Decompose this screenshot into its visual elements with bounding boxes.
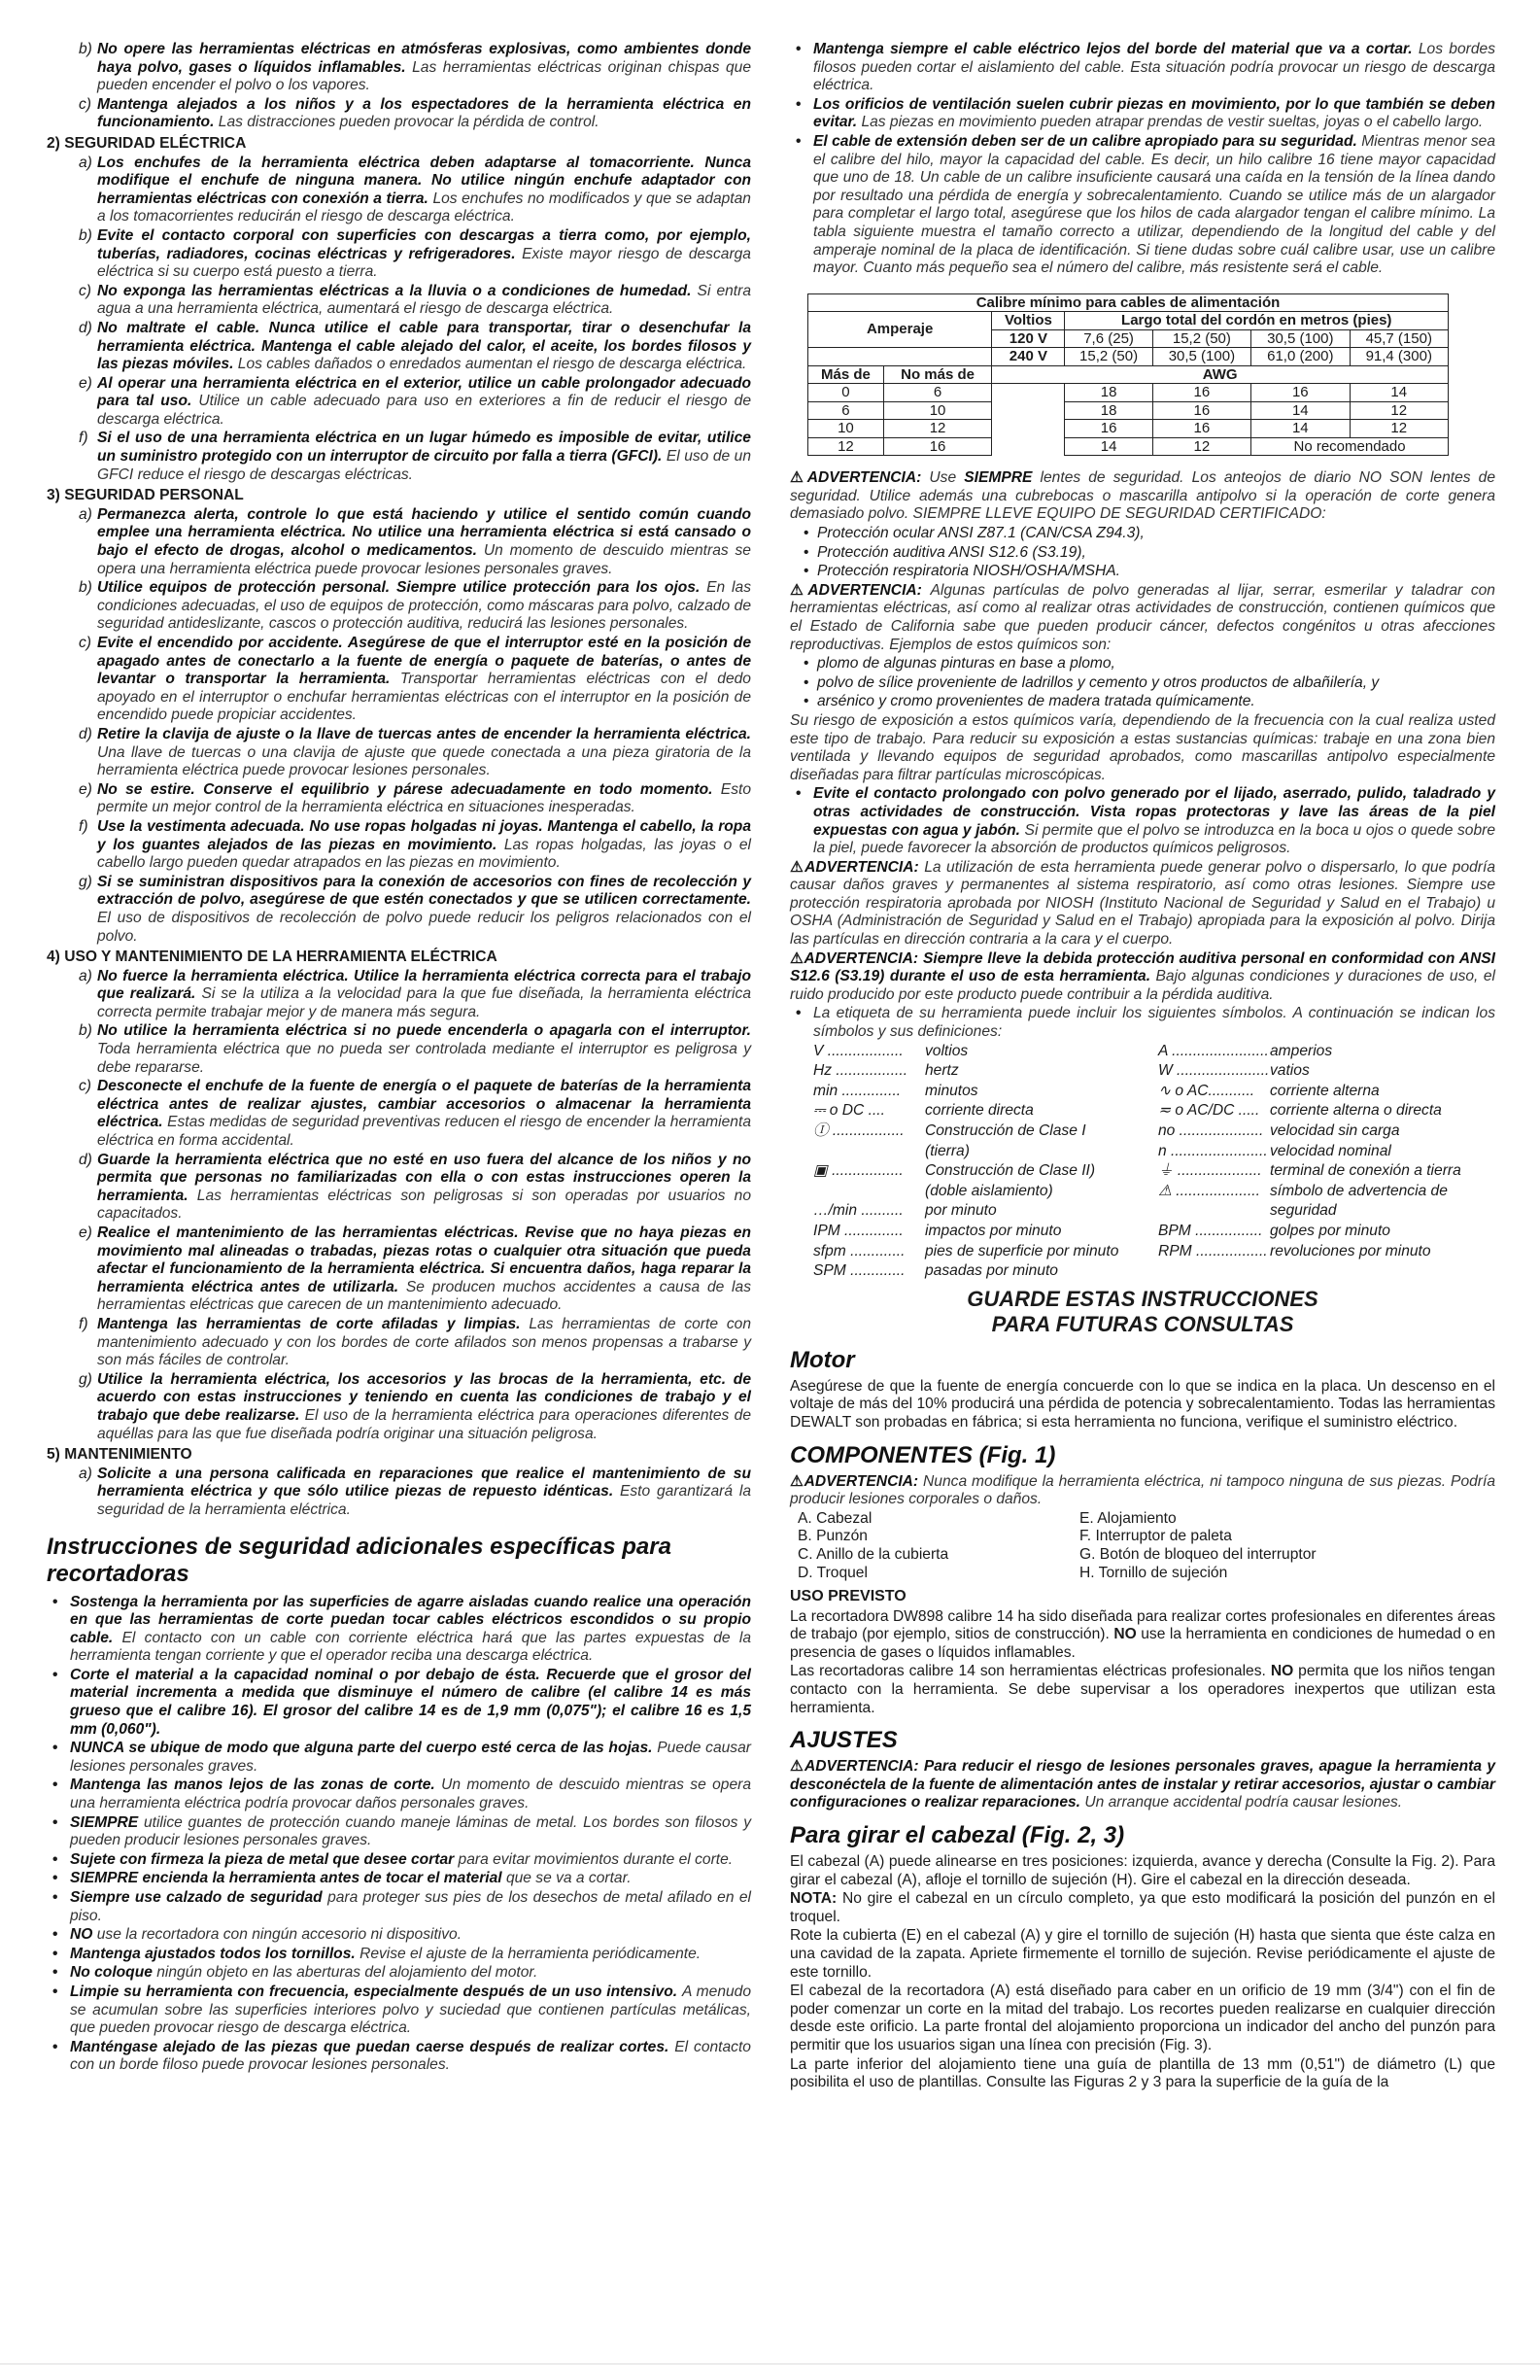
bullet-r5: • SIEMPRE utilice guantes de protección cuando maneje láminas de metal. Los bordes son filosos y pueden producir lesiones personales graves. <box>47 1814 751 1850</box>
symbol-cell: pasadas por minuto <box>925 1262 1058 1280</box>
warning-triangle-icon: ⚠ <box>790 469 807 487</box>
item-3c: c) Evite el encendido por accidente. Asegúrese de que el interruptor esté en la posición de apagado antes de conectarlo a la fuente de energía o paquete de baterías, o antes de levantar o transportar la herramienta. Transportar herramientas eléctricas con el dedo apoyado en el interruptor o enchufar herramientas eléctricas con el interruptor en la posición de encendido puede propiciar accidentes. <box>79 635 751 724</box>
table-cell: 18 <box>1065 384 1152 402</box>
table-cell: 7,6 (25) <box>1065 329 1152 348</box>
symbol-cell: minutos <box>925 1082 978 1099</box>
heading-additional-instructions: Instrucciones de seguridad adicionales específicas para recortadoras <box>47 1533 671 1587</box>
table-title: Calibre mínimo para cables de alimentación <box>808 293 1449 312</box>
list-item: F. Interruptor de paleta <box>1079 1528 1232 1545</box>
table-gap-cell <box>992 384 1065 402</box>
warning-hearing: ⚠ADVERTENCIA: Siempre lleve la debida protección auditiva personal en conformidad con ANSI S12.6 (S3.19) durante el uso de esta herramienta. Bajo algunas condiciones y duraciones de uso, el ruido producido por este producto puede contribuir a la pérdida auditiva. <box>790 949 1495 1003</box>
heading-components: COMPONENTES (Fig. 1) <box>790 1441 1056 1468</box>
motor-paragraph: Asegúrese de que la fuente de energía concuerde con lo que se indica en la placa. Un descenso en el voltaje de más del 10% producirá una pérdida de potencia y sobrecalentamiento. Todas las herramientas DEWALT son probadas en fábrica; si esta herramienta no funciona, verifique el suministro eléctrico. <box>790 1377 1495 1431</box>
item-4e: e) Realice el mantenimiento de las herramientas eléctricas. Revise que no haya piezas en movimiento mal alineadas o trabadas, piezas rotas o cualquier otra situación que pueda afectar el funcionamiento de la herramienta eléctrica. Si encuentra daños, haga reparar la herramienta eléctrica antes de utilizarla. Se producen muchos accidentes a causa de las herramientas eléctricas que carecen de un mantenimiento adecuado. <box>79 1224 751 1314</box>
list-item: E. Alojamiento <box>1079 1509 1177 1527</box>
table-cell: 61,0 (200) <box>1251 348 1350 366</box>
symbol-cell: corriente alterna o directa <box>1270 1102 1442 1120</box>
symbol-cell: vatios <box>1270 1062 1310 1080</box>
symbol-cell: Ⓘ ................. <box>813 1122 905 1139</box>
symbol-cell: A ....................... <box>1158 1042 1269 1059</box>
item-3f: f) Use la vestimenta adecuada. No use ropas holgadas ni joyas. Mantenga el cabello, la ropa y los guantes alejados de las piezas en movimiento. Las ropas holgadas, las joyas o el cabello largo pueden quedar atrapados en las piezas en movimiento. <box>79 817 751 872</box>
item-1c: c) Mantenga alejados a los niños y a los espectadores de la herramienta eléctrica en funcionamiento. Las distracciones pueden provocar la pérdida de control. <box>79 95 751 131</box>
table-cell: 6 <box>883 384 991 402</box>
bullet-r13: • Manténgase alejado de las piezas que puedan caerse después de realizar cortes. El contacto con un borde filoso puede provocar lesiones personales. <box>47 2039 751 2075</box>
section-heading-personal: 3) SEGURIDAD PERSONAL <box>47 487 244 504</box>
table-cell: 16 <box>1152 420 1250 438</box>
table-cell: 30,5 (100) <box>1251 329 1350 348</box>
symbol-cell: revoluciones por minuto <box>1270 1242 1431 1259</box>
exposure-paragraph: Su riesgo de exposición a estos químicos varía, dependiendo de la frecuencia con la cual realiza usted este tipo de trabajo. Para reducir su exposición a estas sustancias químicas: trabaje en una zona bien ventilada y llevando equipos de seguridad aprobados, como mascarillas antipolvo especialmente diseñadas para filtrar partículas microscópicas. <box>790 711 1495 783</box>
symbol-cell: sfpm ............. <box>813 1242 906 1259</box>
left-column <box>47 41 751 2076</box>
table-row <box>808 437 1449 456</box>
rotate-paragraph-3: Rote la cubierta (E) en el cabezal (A) y gire el tornillo de sujeción (H) hasta que sienta que éste calza en una cavidad de la zapata. Apriete firmemente el tornillo de sujeción. Revise periódicamente el ajuste de este tornillo. <box>790 1927 1495 1981</box>
symbol-cell <box>1158 1202 1270 1221</box>
table-cell: 16 <box>1152 401 1250 420</box>
right-column <box>790 41 1495 2093</box>
intended-use-paragraph-1: La recortadora DW898 calibre 14 ha sido diseñada para realizar cortes profesionales en diferentes áreas de trabajo (por ejemplo, sitios de construcción). NO use la herramienta en condiciones de humedad o en presencia de gases o líquidos inflamables. <box>790 1607 1495 1661</box>
table-cell: 16 <box>1152 384 1250 402</box>
table-mas-header: Más de <box>808 365 884 384</box>
heading-motor: Motor <box>790 1346 855 1373</box>
list-item: • arsénico y cromo provenientes de madera tratada químicamente. <box>790 693 1495 711</box>
table-cell: No recomendado <box>1251 437 1449 456</box>
item-2c: c) No exponga las herramientas eléctricas a la lluvia o a condiciones de humedad. Si entra agua a una herramienta eléctrica, aumentará el riesgo de descarga eléctrica. <box>79 282 751 318</box>
table-cell: 15,2 (50) <box>1152 329 1250 348</box>
symbol-cell: IPM .............. <box>813 1222 904 1239</box>
section-heading-maintenance: 5) MANTENIMIENTO <box>47 1446 192 1464</box>
warning-triangle-icon: ⚠ <box>790 858 805 876</box>
table-awg-header: AWG <box>992 365 1449 384</box>
list-item: • Protección respiratoria NIOSH/OSHA/MSHA. <box>790 563 1495 581</box>
table-cell: 91,4 (300) <box>1350 348 1448 366</box>
symbol-cell: (doble aislamiento) <box>925 1182 1053 1199</box>
symbol-cell: ⚠ .................... <box>1158 1182 1260 1199</box>
symbol-cell: ∿ o AC........... <box>1158 1082 1255 1099</box>
list-item: • plomo de algunas pinturas en base a plomo, <box>790 655 1495 673</box>
symbol-cell: min .............. <box>813 1082 902 1099</box>
table-cell: 14 <box>1251 401 1350 420</box>
symbol-cell: hertz <box>925 1062 959 1080</box>
symbol-cell: seguridad <box>1270 1202 1337 1220</box>
symbol-cell: velocidad nominal <box>1270 1142 1391 1159</box>
table-cell: 12 <box>808 437 884 456</box>
symbol-cell: W ...................... <box>1158 1062 1270 1080</box>
table-blank-cell <box>808 348 992 366</box>
rotate-paragraph-4: El cabezal de la recortadora (A) está diseñado para caber en un orificio de 19 mm (3/4") con el fin de poder comenzar un corte en la mitad del trabajo. Los recortes pueden realizarse en cualquier dirección desde este orificio. La parte frontal del alojamiento proporciona un indicador del ancho del punzón para permitir que los usuarios sigan una línea con precisión (Fig. 3). <box>790 1983 1495 2053</box>
table-cell: 10 <box>808 420 884 438</box>
heading-intended-use: USO PREVISTO <box>790 1588 907 1605</box>
table-voltios-header: Voltios <box>992 312 1065 330</box>
table-row <box>808 401 1449 420</box>
item-4a: a) No fuerce la herramienta eléctrica. Utilice la herramienta eléctrica correcta para el trabajo que realizará. Si se la utiliza a la velocidad para la que fue diseñada, la herramienta eléctrica correcta permite trabajar mejor y de manera más segura. <box>79 967 751 1020</box>
list-item: B. Punzón <box>798 1528 868 1545</box>
table-cell: 14 <box>1350 384 1448 402</box>
page-bottom-rule <box>0 2363 1540 2364</box>
symbol-cell <box>813 1183 925 1201</box>
table-v120: 120 V <box>992 329 1065 348</box>
heading-rotate-head: Para girar el cabezal (Fig. 2, 3) <box>790 1822 1125 1849</box>
table-cell: 12 <box>883 420 991 438</box>
table-gap-cell <box>992 437 1065 456</box>
warning-safety-glasses: ⚠ADVERTENCIA: Use SIEMPRE lentes de seguridad. Los anteojos de diario NO SON lentes de seguridad. Utilice además una cubrebocas o mascarilla antipolvo si la operación de corte genera demasiado polvo. SIEMPRE LLEVE EQUIPO DE SEGURIDAD CERTIFICADO: <box>790 469 1496 523</box>
symbol-cell <box>1270 1262 1493 1281</box>
symbol-cell: no .................... <box>1158 1122 1264 1139</box>
save-instructions-heading: GUARDE ESTAS INSTRUCCIONES PARA FUTURAS CONSULTAS <box>967 1286 1318 1336</box>
table-cell: 16 <box>883 437 991 456</box>
symbol-cell: ▣ ................. <box>813 1162 904 1180</box>
bullet-t4: • Evite el contacto prolongado con polvo generado por el lijado, aserrado, pulido, taladrado y otras actividades de construcción. Vista ropas protectoras y lave las áreas de la piel expuestas con agua y jabón. Si permite que el polvo se introduzca en la boca u ojos o quede sobre la piel, puede favorecer la absorción de productos químicos peligrosos. <box>790 785 1495 857</box>
item-4d: d) Guarde la herramienta eléctrica que no esté en uso fuera del alcance de los niños y no permita que personas no familiarizadas con ella o con estas instrucciones operen la herramienta. Las herramientas eléctricas son peligrosas si son operadas por usuarios no capacitados. <box>79 1151 751 1223</box>
symbol-cell: Construcción de Clase II) <box>925 1162 1096 1180</box>
bullet-r2: • Corte el material a la capacidad nominal o por debajo de ésta. Recuerde que el grosor del material incrementa a medida que disminuye el número de calibre (el calibre 14 es más grueso que el calibre 16). El grosor del calibre 14 es de 1,9 mm (0,075"); el calibre 16 es 1,5 mm (0,060"). <box>47 1667 751 1739</box>
symbol-cell: símbolo de advertencia de <box>1270 1182 1448 1199</box>
item-2e: e) Al operar una herramienta eléctrica en el exterior, utilice un cable prolongador adecuado para tal uso. Utilice un cable adecuado para uso en exteriores a fin de reducir el riesgo de descarga eléctrica. <box>79 374 751 428</box>
bullet-r3: • NUNCA se ubique de modo que alguna parte del cuerpo esté cerca de las hojas. Puede causar lesiones personales graves. <box>47 1740 751 1776</box>
table-cell: 14 <box>1065 437 1152 456</box>
table-cell: 15,2 (50) <box>1065 348 1152 366</box>
table-nomas-header: No más de <box>883 365 991 384</box>
item-4g: g) Utilice la herramienta eléctrica, los accesorios y las brocas de la herramienta, etc. de acuerdo con estas instrucciones y teniendo en cuenta las condiciones de trabajo y el trabajo que debe realizarse. El uso de la herramienta eléctrica para operaciones diferentes de aquéllas para las que fue diseñada podría originar una situación peligrosa. <box>79 1370 751 1442</box>
item-3d: d) Retire la clavija de ajuste o la llave de tuercas antes de encender la herramienta eléctrica. Una llave de tuercas o una clavija de ajuste que quede conectada a una pieza giratoria de la herramienta eléctrica puede provocar lesiones personales. <box>79 725 751 779</box>
list-item: H. Tornillo de sujeción <box>1079 1564 1228 1581</box>
symbol-cell: impactos por minuto <box>925 1222 1062 1239</box>
item-5a: a) Solicite a una persona calificada en reparaciones que realice el mantenimiento de su herramienta eléctrica y que sólo utilice piezas de repuesto idénticas. Esto garantizará la seguridad de la herramienta eléctrica. <box>79 1465 751 1518</box>
list-item: A. Cabezal <box>798 1509 873 1527</box>
bullet-r10: • Mantenga ajustados todos los tornillos. Revise el ajuste de la herramienta periódicamente. <box>47 1946 751 1964</box>
symbol-cell: SPM ............. <box>813 1262 906 1280</box>
list-item: • polvo de sílice proveniente de ladrillos y cemento y otros productos de albañilería, y <box>790 674 1495 693</box>
symbols-table <box>813 1043 1495 1281</box>
symbol-cell: V .................. <box>813 1042 904 1059</box>
symbol-cell: BPM ................ <box>1158 1222 1263 1239</box>
item-3e: e) No se estire. Conserve el equilibrio y párese adecuadamente en todo momento. Esto permite un mejor control de la herramienta eléctrica en situaciones inesperadas. <box>79 780 751 816</box>
bullet-r12: • Limpie su herramienta con frecuencia, especialmente después de un uso intensivo. A menudo se acumulan sobre las superficies interiores polvo y suciedad que contienen partículas metálicas, que pueden provocar riesgo de descarga eléctrica. <box>47 1983 751 2038</box>
table-cell: 16 <box>1065 420 1152 438</box>
bullet-r11: • No coloque ningún objeto en las aberturas del alojamiento del motor. <box>47 1964 751 1983</box>
bullet-r6: • Sujete con firmeza la pieza de metal que desee cortar para evitar movimientos durante el corte. <box>47 1851 751 1870</box>
symbol-cell <box>1158 1262 1270 1281</box>
symbol-cell: Construcción de Clase I <box>925 1122 1086 1139</box>
table-cell: 10 <box>883 401 991 420</box>
table-cell: 14 <box>1251 420 1350 438</box>
symbol-cell: pies de superficie por minuto <box>925 1242 1119 1259</box>
item-2f: f) Si el uso de una herramienta eléctrica en un lugar húmedo es imposible de evitar, utilice un suministro protegido con un interruptor de circuito por falla a tierra (GFCI). El uso de un GFCI reduce el riesgo de descargas eléctricas. <box>79 430 751 483</box>
warning-dust: ⚠ADVERTENCIA: La utilización de esta herramienta puede generar polvo o dispersarlo, lo que podría causar daños graves y permanentes al sistema respiratorio, así como otras lesiones. Siempre use protección respiratoria aprobada por NIOSH (Instituto Nacional de Seguridad y Salud en el Trabajo) u OSHA (Administración de Seguridad y Salud en el Trabajo) apropiada para la exposición al polvo. Dirija las partículas en dirección contraria a la cara y el cuerpo. <box>790 858 1495 949</box>
list-item: D. Troquel <box>798 1564 868 1581</box>
section-heading-use-maintenance: 4) USO Y MANTENIMIENTO DE LA HERRAMIENTA ELÉCTRICA <box>47 949 497 966</box>
list-item: • Protección ocular ANSI Z87.1 (CAN/CSA Z94.3), <box>790 525 1495 543</box>
symbol-cell: por minuto <box>925 1202 997 1220</box>
table-cell: 45,7 (150) <box>1350 329 1448 348</box>
symbol-cell: corriente alterna <box>1270 1082 1380 1099</box>
symbol-cell: amperios <box>1270 1042 1333 1059</box>
item-4f: f) Mantenga las herramientas de corte afiladas y limpias. Las herramientas de corte con mantenimiento adecuado y con los bordes de corte afilados son menos propensas a trabarse y son más fáciles de controlar. <box>79 1315 751 1369</box>
bullet-t1: • Mantenga siempre el cable eléctrico lejos del borde del material que va a cortar. Los bordes filosos pueden cortar el aislamiento del cable. Esta situación podría provocar un riesgo de descarga eléctrica. <box>790 41 1495 95</box>
symbol-cell <box>813 1143 925 1161</box>
bullet-t3: • El cable de extensión deben ser de un calibre apropiado para su seguridad. Mientras menor sea el calibre del hilo, mayor la capacidad del cable. Es decir, un hilo calibre 16 tiene mayor capacidad que uno de 18. Un cable de un calibre insuficiente causará una caída en la tensión de la línea dando por resultado una pérdida de energía y sobrecalentamiento. Cuando se utilice más de un alargador para completar el largo total, asegúrese que los hilos de cada alargador tengan el calibre mínimo. La tabla siguiente muestra el tamaño correcto a utilizar, dependiendo de la longitud del cable y del amperaje nominal de la placa de identificación. Si tiene dudas sobre cuál calibre usar, use un calibre mayor. Cuanto más pequeño sea el número del calibre, más resistente será el cable. <box>790 133 1495 278</box>
table-row <box>808 420 1449 438</box>
warning-adjustments: ⚠ADVERTENCIA: Para reducir el riesgo de lesiones personales graves, apague la herramienta y desconéctela de la fuente de alimentación antes de instalar y retirar accesorios, ajustar o cambiar configuraciones o realizar reparaciones. Un arranque accidental podría causar lesiones. <box>790 1758 1495 1811</box>
item-2d: d) No maltrate el cable. Nunca utilice el cable para transportar, tirar o desenchufar la herramienta eléctrica. Mantenga el cable alejado del calor, el aceite, los bordes filosos y las piezas móviles. Los cables dañados o enredados aumentan el riesgo de descarga eléctrica. <box>79 319 751 373</box>
intended-use-paragraph-2: Las recortadoras calibre 14 son herramientas eléctricas profesionales. NO permita que los niños tengan contacto con la herramienta. Se debe supervisar a los operadores inexpertos que utilizan esta herramienta. <box>790 1663 1495 1716</box>
warning-triangle-icon: ⚠ <box>790 581 808 599</box>
table-cell: 12 <box>1152 437 1250 456</box>
symbol-cell: corriente directa <box>925 1102 1034 1120</box>
bullet-r1: • Sostenga la herramienta por las superficies de agarre aisladas cuando realice una operación en que las herramientas de corte puedan tocar cables eléctricos escondidos o su propio cable. El contacto con un cable con corriente eléctrica hará que las partes expuestas de la herramienta tengan corriente y que el operador reciba una descarga eléctrica. <box>47 1594 751 1666</box>
item-2b: b) Evite el contacto corporal con superficies con descargas a tierra como, por ejemplo, tuberías, radiadores, cocinas eléctricas y refrigeradores. Existe mayor riesgo de descarga eléctrica si su cuerpo está puesto a tierra. <box>79 226 751 281</box>
list-item: C. Anillo de la cubierta <box>798 1545 949 1563</box>
symbol-cell: voltios <box>925 1042 969 1059</box>
table-cell: 30,5 (100) <box>1152 348 1250 366</box>
components-list <box>798 1510 1495 1582</box>
bullet-r9: • NO use la recortadora con ningún accesorio ni dispositivo. <box>47 1926 751 1945</box>
table-gap-cell <box>992 420 1065 438</box>
symbol-cell: ≂ o AC/DC ..... <box>1158 1102 1260 1120</box>
symbols-intro: • La etiqueta de su herramienta puede incluir los siguientes símbolos. A continuación se indican los símbolos y sus definiciones: <box>790 1005 1495 1041</box>
symbol-cell: velocidad sin carga <box>1270 1122 1400 1139</box>
table-amperaje-header: Amperaje <box>808 312 992 348</box>
symbol-cell: ⎓ o DC .... <box>813 1102 885 1120</box>
symbol-cell: terminal de conexión a tierra <box>1270 1162 1461 1180</box>
item-3b: b) Utilice equipos de protección personal. Siempre utilice protección para los ojos. En las condiciones adecuadas, el uso de equipos de protección, como máscaras para polvo, calzado de seguridad antideslizante, cascos o protección auditiva, reducirá las lesiones personales. <box>79 579 751 633</box>
item-4b: b) No utilice la herramienta eléctrica si no puede encenderla o apagarla con el interruptor. Toda herramienta eléctrica que no pueda ser controlada mediante el interruptor es peligrosa y debe repararse. <box>79 1022 751 1076</box>
rotate-note: NOTA: No gire el cabezal en un círculo completo, ya que esto modificará la posición del punzón en el troquel. <box>790 1890 1495 1925</box>
table-cell: 6 <box>808 401 884 420</box>
bullet-r7: • SIEMPRE encienda la herramienta antes de tocar el material que se va a cortar. <box>47 1870 751 1888</box>
warning-chemicals: ⚠ADVERTENCIA: Algunas partículas de polvo generadas al lijar, serrar, esmerilar y taladrar con herramientas eléctricas, así como al realizar otras actividades de construcción, contienen químicos que el Estado de California sabe que pueden producir cáncer, defectos congénitos u otras afecciones reproductivas. Ejemplos de estos químicos son: <box>790 581 1495 653</box>
bullet-r8: • Siempre use calzado de seguridad para proteger sus pies de los desechos de metal afilado en el piso. <box>47 1889 751 1925</box>
table-v240: 240 V <box>992 348 1065 366</box>
bullet-r4: • Mantenga las manos lejos de las zonas de corte. Un momento de descuido mientras se opera una herramienta eléctrica podría provocar daños personales graves. <box>47 1776 751 1812</box>
item-3g: g) Si se suministran dispositivos para la conexión de accesorios con fines de recolección y extracción de polvo, asegúrese de que estén conectados y que se utilicen correctamente. El uso de dispositivos de recolección de polvo puede reducir los peligros relacionados con el polvo. <box>79 873 751 945</box>
cable-gauge-table <box>807 293 1449 457</box>
table-cell: 12 <box>1350 420 1448 438</box>
symbol-cell: …/min .......... <box>813 1202 904 1220</box>
warning-triangle-icon: ⚠ <box>790 1472 804 1490</box>
symbol-cell: RPM ................. <box>1158 1242 1268 1259</box>
item-4c: c) Desconecte el enchufe de la fuente de energía o el paquete de baterías de la herramienta eléctrica antes de realizar ajustes, cambiar accesorios o almacenar la herramienta eléctrica. Estas medidas de seguridad preventivas reducen el riesgo de encender la herramienta eléctrica en forma accidental. <box>79 1078 751 1150</box>
list-item: • Protección auditiva ANSI S12.6 (S3.19), <box>790 544 1495 563</box>
table-cell: 12 <box>1350 401 1448 420</box>
symbol-cell: Hz ................. <box>813 1062 908 1080</box>
item-1b: b) No opere las herramientas eléctricas en atmósferas explosivas, como ambientes donde haya polvo, gases o líquidos inflamables. Las herramientas eléctricas originan chispas que pueden encender el polvo o los vapores. <box>79 41 752 94</box>
table-cell: 0 <box>808 384 884 402</box>
symbol-cell: golpes por minuto <box>1270 1222 1390 1239</box>
table-cell: 18 <box>1065 401 1152 420</box>
table-cell: 16 <box>1251 384 1350 402</box>
warning-components: ⚠ADVERTENCIA: Nunca modifique la herramienta eléctrica, ni tampoco ninguna de sus piezas. Podría producir lesiones corporales o daños. <box>790 1472 1495 1508</box>
symbol-cell: ⏚ .................... <box>1158 1162 1262 1180</box>
section-heading-electrical: 2) SEGURIDAD ELÉCTRICA <box>47 134 247 152</box>
warning-triangle-icon: ⚠ <box>790 1758 804 1776</box>
table-gap-cell <box>992 401 1065 420</box>
symbol-cell: n ....................... <box>1158 1142 1268 1159</box>
warning-triangle-icon: ⚠ <box>790 949 804 967</box>
list-item: G. Botón de bloqueo del interruptor <box>1079 1545 1317 1563</box>
table-row <box>808 384 1449 402</box>
heading-adjustments: AJUSTES <box>790 1727 898 1754</box>
symbol-cell: (tierra) <box>925 1142 970 1159</box>
rotate-paragraph-5: La parte inferior del alojamiento tiene una guía de plantilla de 13 mm (0,51") de diámetro (L) que posibilita el uso de plantillas. Consulte las Figuras 2 y 3 para la superficie de la guía de la <box>790 2055 1495 2091</box>
item-2a: a) Los enchufes de la herramienta eléctrica deben adaptarse al tomacorriente. Nunca modifique el enchufe de ninguna manera. No utilice ningún enchufe adaptador con herramientas eléctricas con conexión a tierra. Los enchufes no modificados y que se adaptan a los tomacorrientes reducirán el riesgo de descarga eléctrica. <box>79 154 751 225</box>
item-3a: a) Permanezca alerta, controle lo que está haciendo y utilice el sentido común cuando emplee una herramienta eléctrica. No utilice una herramienta eléctrica si está cansado o bajo el efecto de drogas, alcohol o medicamentos. Un momento de descuido mientras se opera una herramienta eléctrica puede provocar lesiones personales graves. <box>79 505 751 577</box>
rotate-paragraph-1: El cabezal (A) puede alinearse en tres posiciones: izquierda, avance y derecha (Consulte la Fig. 2). Para girar el cabezal (A), afloje el tornillo de sujeción (H). Gire el cabezal en la dirección deseada. <box>790 1853 1495 1888</box>
table-largo-header: Largo total del cordón en metros (pies) <box>1065 312 1449 330</box>
bullet-t2: • Los orificios de ventilación suelen cubrir piezas en movimiento, por lo que también se deben evitar. Las piezas en movimiento pueden atrapar prendas de vestir sueltas, joyas o el cabello largo. <box>790 96 1495 132</box>
